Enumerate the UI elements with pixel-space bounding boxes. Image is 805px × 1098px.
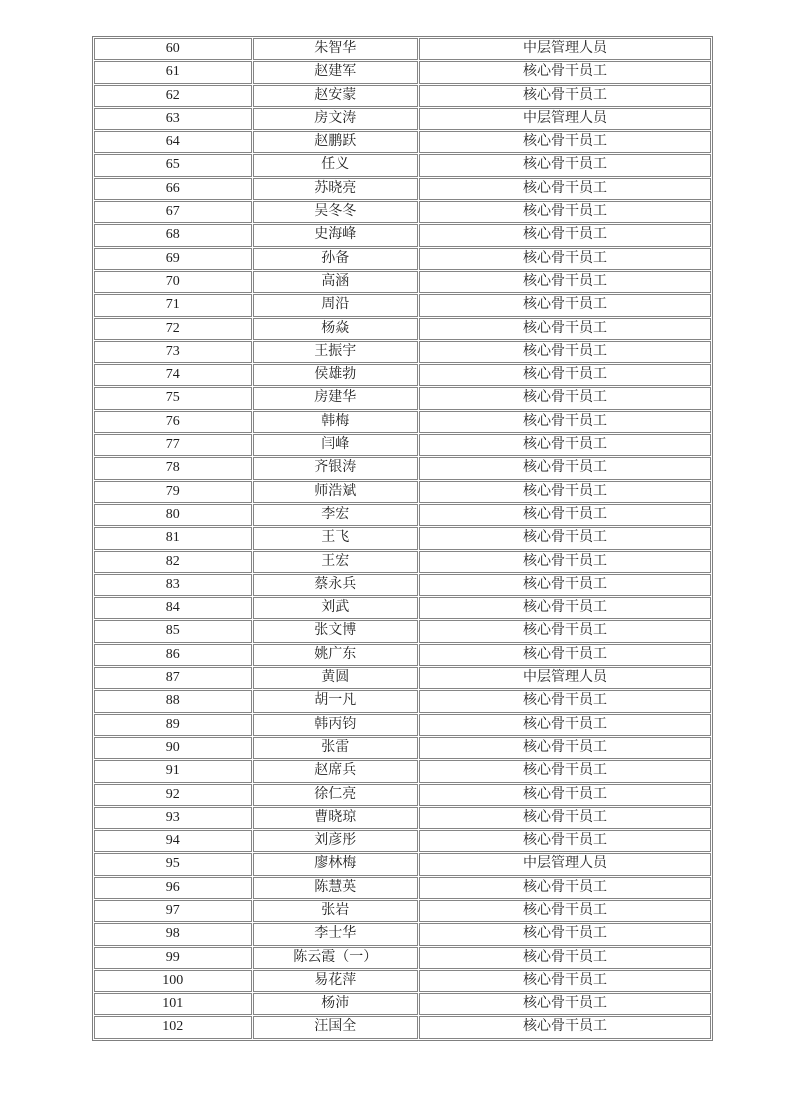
cell-personnel-category: 核心骨干员工 bbox=[419, 737, 711, 759]
table-row bbox=[94, 807, 711, 829]
cell-sequence-number: 69 bbox=[94, 248, 252, 270]
cell-personnel-category: 核心骨干员工 bbox=[419, 224, 711, 246]
table-row bbox=[94, 1016, 711, 1038]
cell-employee-name: 王振宇 bbox=[253, 341, 419, 363]
cell-sequence-number: 85 bbox=[94, 620, 252, 642]
table-row bbox=[94, 737, 711, 759]
cell-sequence-number: 73 bbox=[94, 341, 252, 363]
cell-employee-name: 孙备 bbox=[253, 248, 419, 270]
cell-sequence-number: 89 bbox=[94, 714, 252, 736]
cell-personnel-category: 核心骨干员工 bbox=[419, 970, 711, 992]
cell-sequence-number: 97 bbox=[94, 900, 252, 922]
cell-personnel-category: 中层管理人员 bbox=[419, 853, 711, 875]
cell-personnel-category: 核心骨干员工 bbox=[419, 294, 711, 316]
cell-sequence-number: 100 bbox=[94, 970, 252, 992]
cell-employee-name: 张文博 bbox=[253, 620, 419, 642]
cell-personnel-category: 核心骨干员工 bbox=[419, 644, 711, 666]
table-row bbox=[94, 667, 711, 689]
cell-sequence-number: 64 bbox=[94, 131, 252, 153]
cell-employee-name: 齐银涛 bbox=[253, 457, 419, 479]
cell-sequence-number: 80 bbox=[94, 504, 252, 526]
cell-employee-name: 王飞 bbox=[253, 527, 419, 549]
cell-sequence-number: 79 bbox=[94, 481, 252, 503]
cell-personnel-category: 核心骨干员工 bbox=[419, 900, 711, 922]
cell-sequence-number: 72 bbox=[94, 318, 252, 340]
cell-employee-name: 张雷 bbox=[253, 737, 419, 759]
cell-personnel-category: 核心骨干员工 bbox=[419, 504, 711, 526]
cell-personnel-category: 核心骨干员工 bbox=[419, 574, 711, 596]
table-row bbox=[94, 527, 711, 549]
cell-sequence-number: 99 bbox=[94, 947, 252, 969]
cell-employee-name: 易花萍 bbox=[253, 970, 419, 992]
cell-personnel-category: 核心骨干员工 bbox=[419, 597, 711, 619]
cell-employee-name: 陈慧英 bbox=[253, 877, 419, 899]
cell-employee-name: 黄圆 bbox=[253, 667, 419, 689]
cell-sequence-number: 90 bbox=[94, 737, 252, 759]
cell-sequence-number: 82 bbox=[94, 551, 252, 573]
cell-employee-name: 徐仁亮 bbox=[253, 784, 419, 806]
table-row bbox=[94, 387, 711, 409]
cell-personnel-category: 核心骨干员工 bbox=[419, 784, 711, 806]
table-row bbox=[94, 178, 711, 200]
cell-sequence-number: 77 bbox=[94, 434, 252, 456]
cell-personnel-category: 中层管理人员 bbox=[419, 108, 711, 130]
cell-employee-name: 汪国全 bbox=[253, 1016, 419, 1038]
cell-personnel-category: 核心骨干员工 bbox=[419, 877, 711, 899]
cell-personnel-category: 核心骨干员工 bbox=[419, 714, 711, 736]
cell-employee-name: 王宏 bbox=[253, 551, 419, 573]
table-row bbox=[94, 830, 711, 852]
table-row bbox=[94, 341, 711, 363]
cell-sequence-number: 87 bbox=[94, 667, 252, 689]
cell-sequence-number: 68 bbox=[94, 224, 252, 246]
cell-sequence-number: 76 bbox=[94, 411, 252, 433]
employee-table-body bbox=[94, 38, 711, 1039]
cell-employee-name: 韩丙钧 bbox=[253, 714, 419, 736]
cell-sequence-number: 70 bbox=[94, 271, 252, 293]
cell-employee-name: 苏晓亮 bbox=[253, 178, 419, 200]
table-row bbox=[94, 85, 711, 107]
cell-personnel-category: 中层管理人员 bbox=[419, 667, 711, 689]
table-row bbox=[94, 551, 711, 573]
cell-employee-name: 韩梅 bbox=[253, 411, 419, 433]
table-row bbox=[94, 154, 711, 176]
cell-employee-name: 李士华 bbox=[253, 923, 419, 945]
cell-sequence-number: 83 bbox=[94, 574, 252, 596]
table-row bbox=[94, 271, 711, 293]
cell-personnel-category: 核心骨干员工 bbox=[419, 434, 711, 456]
cell-sequence-number: 81 bbox=[94, 527, 252, 549]
cell-employee-name: 张岩 bbox=[253, 900, 419, 922]
cell-employee-name: 朱智华 bbox=[253, 38, 419, 60]
cell-sequence-number: 101 bbox=[94, 993, 252, 1015]
cell-employee-name: 胡一凡 bbox=[253, 690, 419, 712]
cell-sequence-number: 67 bbox=[94, 201, 252, 223]
cell-employee-name: 闫峰 bbox=[253, 434, 419, 456]
cell-personnel-category: 核心骨干员工 bbox=[419, 993, 711, 1015]
table-row bbox=[94, 597, 711, 619]
cell-sequence-number: 96 bbox=[94, 877, 252, 899]
table-row bbox=[94, 900, 711, 922]
table-row bbox=[94, 574, 711, 596]
cell-personnel-category: 核心骨干员工 bbox=[419, 551, 711, 573]
cell-sequence-number: 78 bbox=[94, 457, 252, 479]
cell-personnel-category: 核心骨干员工 bbox=[419, 690, 711, 712]
cell-sequence-number: 84 bbox=[94, 597, 252, 619]
cell-sequence-number: 88 bbox=[94, 690, 252, 712]
cell-employee-name: 史海峰 bbox=[253, 224, 419, 246]
cell-employee-name: 赵安蒙 bbox=[253, 85, 419, 107]
cell-sequence-number: 91 bbox=[94, 760, 252, 782]
cell-personnel-category: 核心骨干员工 bbox=[419, 271, 711, 293]
cell-employee-name: 周沿 bbox=[253, 294, 419, 316]
cell-personnel-category: 核心骨干员工 bbox=[419, 61, 711, 83]
cell-personnel-category: 核心骨干员工 bbox=[419, 85, 711, 107]
table-row bbox=[94, 970, 711, 992]
table-row bbox=[94, 248, 711, 270]
cell-personnel-category: 核心骨干员工 bbox=[419, 830, 711, 852]
cell-personnel-category: 核心骨干员工 bbox=[419, 411, 711, 433]
cell-personnel-category: 核心骨干员工 bbox=[419, 807, 711, 829]
cell-sequence-number: 86 bbox=[94, 644, 252, 666]
cell-sequence-number: 102 bbox=[94, 1016, 252, 1038]
cell-personnel-category: 中层管理人员 bbox=[419, 38, 711, 60]
table-row bbox=[94, 38, 711, 60]
cell-sequence-number: 61 bbox=[94, 61, 252, 83]
cell-employee-name: 赵席兵 bbox=[253, 760, 419, 782]
table-row bbox=[94, 131, 711, 153]
table-row bbox=[94, 224, 711, 246]
cell-personnel-category: 核心骨干员工 bbox=[419, 947, 711, 969]
cell-employee-name: 房建华 bbox=[253, 387, 419, 409]
employee-category-table bbox=[92, 36, 713, 1041]
cell-personnel-category: 核心骨干员工 bbox=[419, 1016, 711, 1038]
cell-personnel-category: 核心骨干员工 bbox=[419, 131, 711, 153]
cell-personnel-category: 核心骨干员工 bbox=[419, 481, 711, 503]
cell-sequence-number: 71 bbox=[94, 294, 252, 316]
cell-employee-name: 杨沛 bbox=[253, 993, 419, 1015]
cell-sequence-number: 75 bbox=[94, 387, 252, 409]
cell-sequence-number: 98 bbox=[94, 923, 252, 945]
table-row bbox=[94, 620, 711, 642]
table-row bbox=[94, 784, 711, 806]
cell-employee-name: 刘武 bbox=[253, 597, 419, 619]
table-row bbox=[94, 481, 711, 503]
cell-employee-name: 赵建军 bbox=[253, 61, 419, 83]
table-row bbox=[94, 318, 711, 340]
table-row bbox=[94, 923, 711, 945]
cell-employee-name: 李宏 bbox=[253, 504, 419, 526]
cell-sequence-number: 65 bbox=[94, 154, 252, 176]
table-row bbox=[94, 108, 711, 130]
cell-employee-name: 吴冬冬 bbox=[253, 201, 419, 223]
table-row bbox=[94, 714, 711, 736]
cell-personnel-category: 核心骨干员工 bbox=[419, 387, 711, 409]
table-row bbox=[94, 877, 711, 899]
cell-personnel-category: 核心骨干员工 bbox=[419, 760, 711, 782]
table-row bbox=[94, 457, 711, 479]
table-row bbox=[94, 364, 711, 386]
cell-personnel-category: 核心骨干员工 bbox=[419, 318, 711, 340]
cell-personnel-category: 核心骨干员工 bbox=[419, 923, 711, 945]
cell-personnel-category: 核心骨干员工 bbox=[419, 154, 711, 176]
cell-sequence-number: 95 bbox=[94, 853, 252, 875]
cell-sequence-number: 63 bbox=[94, 108, 252, 130]
cell-employee-name: 赵鹏跃 bbox=[253, 131, 419, 153]
cell-employee-name: 刘彦彤 bbox=[253, 830, 419, 852]
cell-employee-name: 姚广东 bbox=[253, 644, 419, 666]
cell-sequence-number: 92 bbox=[94, 784, 252, 806]
cell-personnel-category: 核心骨干员工 bbox=[419, 341, 711, 363]
table-row bbox=[94, 947, 711, 969]
table-row bbox=[94, 760, 711, 782]
cell-employee-name: 杨焱 bbox=[253, 318, 419, 340]
cell-employee-name: 蔡永兵 bbox=[253, 574, 419, 596]
table-row bbox=[94, 993, 711, 1015]
table-row bbox=[94, 434, 711, 456]
cell-sequence-number: 66 bbox=[94, 178, 252, 200]
cell-employee-name: 高涵 bbox=[253, 271, 419, 293]
cell-sequence-number: 74 bbox=[94, 364, 252, 386]
table-row bbox=[94, 411, 711, 433]
cell-sequence-number: 94 bbox=[94, 830, 252, 852]
table-row bbox=[94, 504, 711, 526]
cell-sequence-number: 60 bbox=[94, 38, 252, 60]
cell-personnel-category: 核心骨干员工 bbox=[419, 364, 711, 386]
cell-sequence-number: 93 bbox=[94, 807, 252, 829]
cell-employee-name: 师浩斌 bbox=[253, 481, 419, 503]
table-row bbox=[94, 690, 711, 712]
cell-personnel-category: 核心骨干员工 bbox=[419, 620, 711, 642]
cell-personnel-category: 核心骨干员工 bbox=[419, 248, 711, 270]
cell-personnel-category: 核心骨干员工 bbox=[419, 201, 711, 223]
table-row bbox=[94, 853, 711, 875]
cell-employee-name: 陈云霞（一） bbox=[253, 947, 419, 969]
cell-employee-name: 任义 bbox=[253, 154, 419, 176]
table-row bbox=[94, 201, 711, 223]
cell-employee-name: 侯雄勃 bbox=[253, 364, 419, 386]
table-row bbox=[94, 644, 711, 666]
cell-personnel-category: 核心骨干员工 bbox=[419, 178, 711, 200]
table-row bbox=[94, 294, 711, 316]
cell-employee-name: 曹晓琼 bbox=[253, 807, 419, 829]
cell-sequence-number: 62 bbox=[94, 85, 252, 107]
cell-employee-name: 房文涛 bbox=[253, 108, 419, 130]
cell-employee-name: 廖林梅 bbox=[253, 853, 419, 875]
cell-personnel-category: 核心骨干员工 bbox=[419, 527, 711, 549]
table-row bbox=[94, 61, 711, 83]
cell-personnel-category: 核心骨干员工 bbox=[419, 457, 711, 479]
